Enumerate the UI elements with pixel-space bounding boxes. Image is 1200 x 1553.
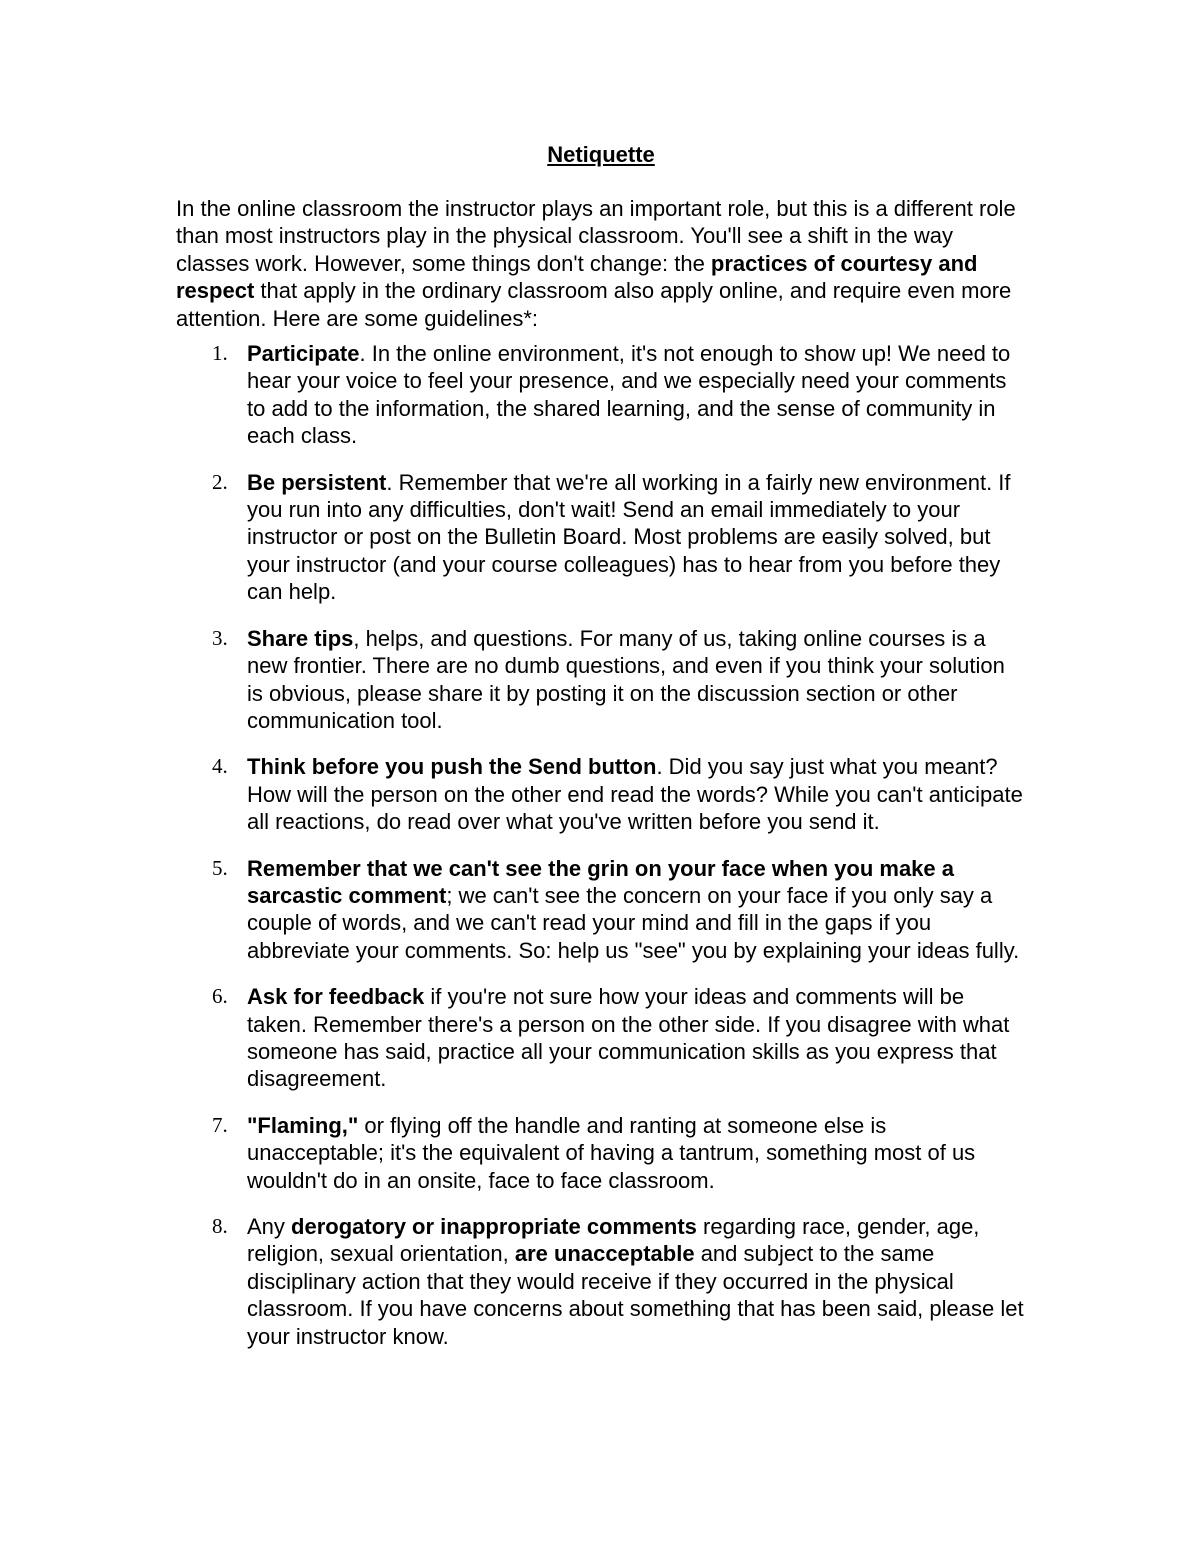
list-number: 4. [212,754,228,779]
guideline-text: ; we can't see the concern on your face if you only say a couple of words, and we can't read your mind and fill in the gaps if you abbreviate your comments. So: help us "see" you by explaining your ideas fully. [247,882,1020,963]
guideline-heading: "Flaming," [247,1112,359,1138]
guideline-text: . In the online environment, it's not enough to show up! We need to hear your voice to feel your presence, and we especially need your comments to add to the information, the shared learning, and the sense of community in each class. [247,341,1011,449]
guideline-item [176,340,1026,450]
guideline-item [176,855,1026,965]
guideline-text: , helps, and questions. For many of us, taking online courses is a new frontier. There are no dumb questions, and even if you think your solution is obvious, please share it by posting it on the discussion section or other communication tool. [247,625,1005,733]
guideline-text: . Did you say just what you meant? How will the person on the other end read the words? While you can't anticipate all reactions, do read over what you've written before you send it. [247,754,1023,835]
guideline-text: or flying off the handle and ranting at someone else is unacceptable; it's the equivalent of having a tantrum, something most of us wouldn't do in an onsite, face to face classroom. [247,1112,976,1193]
guideline-heading: Be persistent [247,469,387,495]
list-number: 3. [212,625,228,650]
intro-paragraph [176,195,1026,332]
guideline-text: and subject to the same disciplinary action that they would receive if they occurred in the physical classroom. If you have concerns about something that has been said, please let your instructor know. [247,1241,1024,1349]
guideline-item [176,1112,1026,1194]
list-number: 6. [212,984,228,1009]
intro-text-2: that apply in the ordinary classroom also apply online, and require even more attention. Here are some guidelines*: [176,278,1012,331]
guideline-text: Any [247,1214,292,1239]
intro-bold-1: practices of courtesy and respect [176,250,978,304]
guideline-item [176,1213,1026,1350]
guideline-heading: Ask for feedback [247,984,425,1010]
list-number: 1. [212,341,228,366]
guideline-bold-phrase: derogatory or inappropriate comments [291,1214,697,1239]
guideline-text: if you're not sure how your ideas and comments will be taken. Remember there's a person on the other side. If you disagree with what someone has said, practice all your communication skills as you express that disagreement. [247,984,1010,1092]
guideline-item [176,469,1026,606]
document-page [176,140,1026,1369]
guideline-item [176,625,1026,735]
guideline-text: . Remember that we're all working in a fairly new environment. If you run into any difficulties, don't wait! Send an email immediately to your instructor or post on the Bulletin Board. Most problems are easily solved, but your instructor (and your course colleagues) has to hear from you before they can help. [247,469,1011,605]
guidelines-list [176,340,1026,1350]
guideline-heading: Share tips [247,625,354,651]
guideline-text: regarding race, gender, age, religion, sexual orientation, [247,1214,980,1267]
guideline-heading: Remember that we can't see the grin on your face when you make a sarcastic comment [247,855,954,908]
list-number: 2. [212,469,228,494]
guideline-heading: Think before you push the Send button [247,754,657,780]
list-number: 8. [212,1214,228,1238]
guideline-item [176,753,1026,835]
intro-text-1: In the online classroom the instructor plays an important role, but this is a different role than most instructors play in the physical classroom. You'll see a shift in the way classes work. However, some things don't change: the [176,196,1016,276]
guideline-item [176,983,1026,1093]
list-number: 7. [212,1112,228,1137]
guideline-bold-phrase: are unacceptable [514,1241,695,1267]
guideline-heading: Participate [247,341,360,367]
list-number: 5. [212,855,228,880]
page-title: Netiquette [547,142,655,167]
